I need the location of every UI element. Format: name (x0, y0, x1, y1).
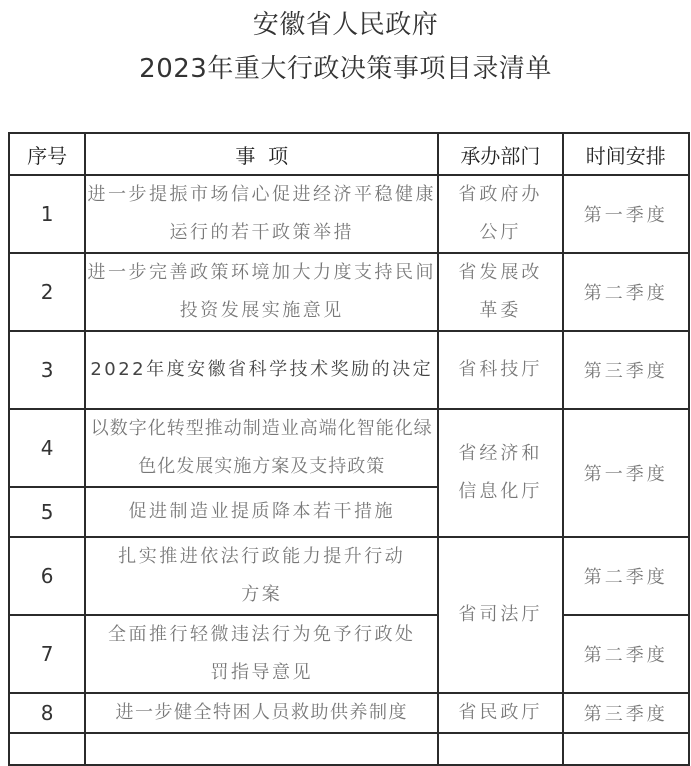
row-item: 扎实推进依法行政能力提升行动方案 (85, 537, 438, 615)
row-item: 2022年度安徽省科学技术奖励的决定 (85, 331, 438, 409)
column-header-number: 序号 (9, 133, 85, 175)
row-item: 全面推行轻微违法行为免予行政处罚指导意见 (85, 615, 438, 693)
table-row (9, 537, 689, 615)
row-schedule: 第一季度 (563, 175, 689, 253)
row-number: 1 (9, 175, 85, 253)
row-number: 2 (9, 253, 85, 331)
table-row (9, 253, 689, 331)
column-header-department: 承办部门 (438, 133, 562, 175)
row-department: 省民政厅 (438, 693, 562, 733)
table-row (9, 693, 689, 733)
table-row (9, 409, 689, 487)
column-header-item: 事 项 (85, 133, 438, 175)
row-item: 进一步健全特困人员救助供养制度 (85, 693, 438, 733)
row-item: 进一步提振市场信心促进经济平稳健康运行的若干政策举措 (85, 175, 438, 253)
row-schedule: 第二季度 (563, 615, 689, 693)
row-department: 省司法厅 (438, 537, 562, 693)
row-department: 省政府办公厅 (438, 175, 562, 253)
table-row (9, 175, 689, 253)
decision-list-table (8, 132, 690, 766)
row-schedule: 第三季度 (563, 331, 689, 409)
page-subtitle: 2023年重大行政决策事项目录清单 (139, 54, 552, 84)
row-number: 6 (9, 537, 85, 615)
table-header-row (9, 133, 689, 175)
row-schedule: 第一季度 (563, 409, 689, 537)
row-number: 7 (9, 615, 85, 693)
row-schedule: 第二季度 (563, 537, 689, 615)
row-number: 4 (9, 409, 85, 487)
row-item: 促进制造业提质降本若干措施 (85, 487, 438, 537)
table-row (9, 331, 689, 409)
row-number: 5 (9, 487, 85, 537)
row-schedule: 第二季度 (563, 253, 689, 331)
page-title: 安徽省人民政府 (252, 10, 439, 40)
row-item: 以数字化转型推动制造业高端化智能化绿色化发展实施方案及支持政策 (85, 409, 438, 487)
row-number: 8 (9, 693, 85, 733)
table-row-partial (9, 733, 689, 765)
empty-cell (85, 733, 438, 765)
row-department: 省科技厅 (438, 331, 562, 409)
table-row (9, 615, 689, 693)
empty-cell (563, 733, 689, 765)
row-department: 省经济和信息化厅 (438, 409, 562, 537)
column-header-schedule: 时间安排 (563, 133, 689, 175)
empty-cell (438, 733, 562, 765)
row-department: 省发展改革委 (438, 253, 562, 331)
empty-cell (9, 733, 85, 765)
row-number: 3 (9, 331, 85, 409)
row-item: 进一步完善政策环境加大力度支持民间投资发展实施意见 (85, 253, 438, 331)
row-schedule: 第三季度 (563, 693, 689, 733)
